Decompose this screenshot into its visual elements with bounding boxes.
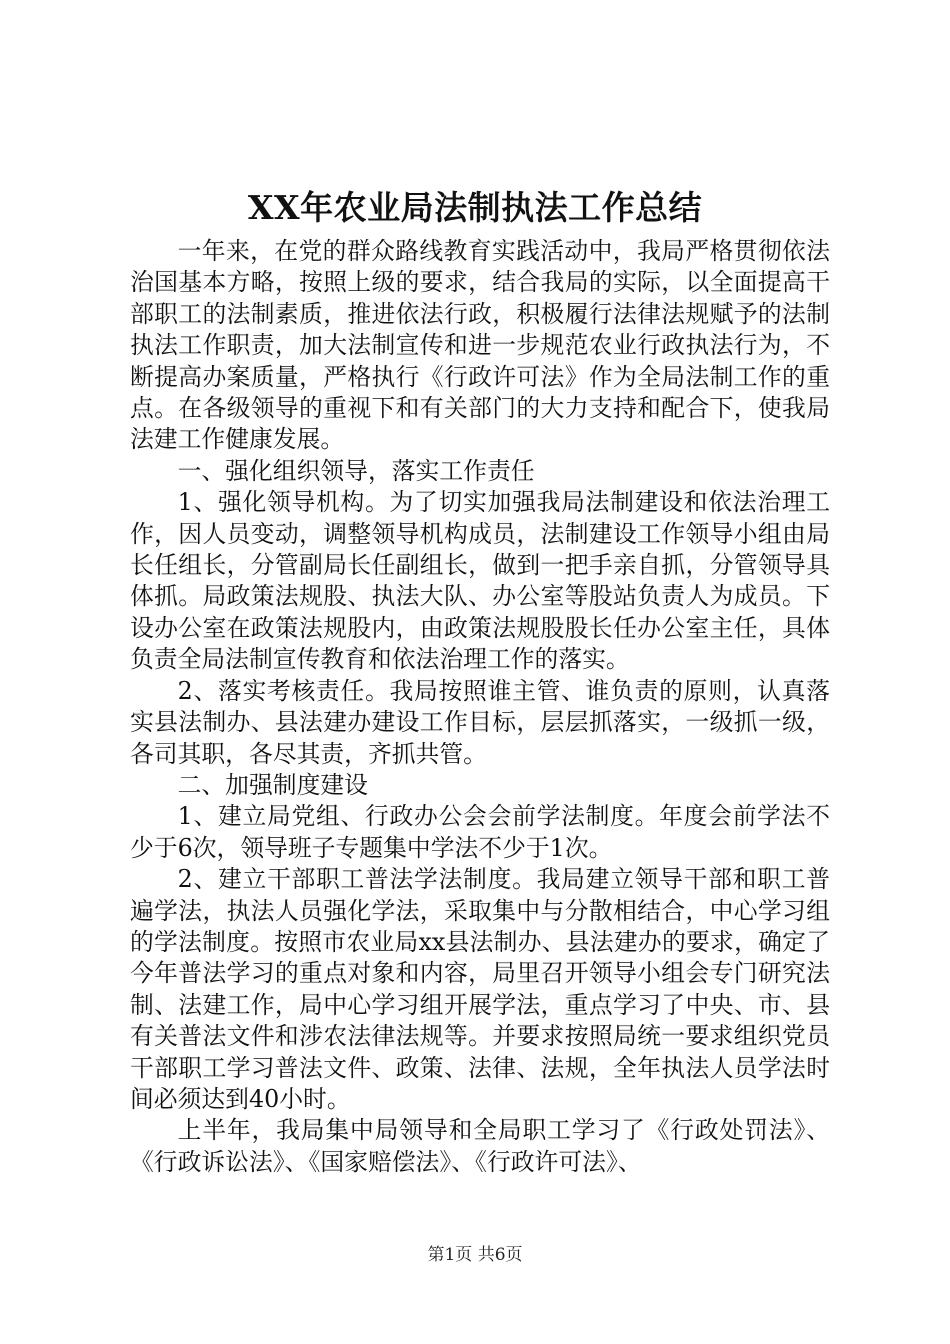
- intro-paragraph: 一年来，在党的群众路线教育实践活动中，我局严格贯彻依法治国基本方略，按照上级的要求，结合我局的实际，以全面提高干部职工的法制素质，推进依法行政，积极履行法律法规赋予的法制执法工作职责，加大法制宣传和进一步规范农业行政执法行为，不断提高办案质量，严格执行《行政许可法》作为全局法制工作的重点。在各级领导的重视下和有关部门的大力支持和配合下，使我局法建工作健康发展。: [130, 237, 830, 454]
- page-number-footer: 第1页 共6页: [427, 1245, 523, 1265]
- continuation-paragraph: 上半年，我局集中局领导和全局职工学习了《行政处罚法》、《行政诉讼法》、《国家赔偿法》、《行政许可法》、: [130, 1116, 830, 1176]
- section-1-item-1: 1、强化领导机构。为了切实加强我局法制建设和依法治理工作，因人员变动，调整领导机构成员，法制建设工作领导小组由局长任组长，分管副局长任副组长，做到一把手亲自抓，分管领导具体抓。局政策法规股、执法大队、办公室等股站负责人为成员。下设办公室在政策法规股内，由政策法规股股长任办公室主任，具体负责全局法制宣传教育和依法治理工作的落实。: [130, 488, 830, 674]
- document-title: XX年农业局法制执法工作总结: [247, 188, 703, 227]
- section-2-item-1: 1、建立局党组、行政办公会会前学法制度。年度会前学法不少于6次，领导班子专题集中学法不少于1次。: [130, 802, 830, 862]
- section-1-item-2: 2、落实考核责任。我局按照谁主管、谁负责的原则，认真落实县法制办、县法建办建设工作目标，层层抓落实，一级抓一级，各司其职，各尽其责，齐抓共管。: [130, 676, 830, 768]
- section-heading-1: 一、强化组织领导，落实工作责任: [177, 456, 535, 485]
- section-heading-2: 二、加强制度建设: [177, 770, 368, 799]
- document-body: [130, 236, 830, 1178]
- section-2-item-2: 2、建立干部职工普法学法制度。我局建立领导干部和职工普遍学法，执法人员强化学法，采取集中与分散相结合，中心学习组的学法制度。按照市农业局xx县法制办、县法建办的要求，确定了今年普法学习的重点对象和内容，局里召开领导小组会专门研究法制、法建工作，局中心学习组开展学法，重点学习了中央、市、县有关普法文件和涉农法律法规等。并要求按照局统一要求组织党员干部职工学习普法文件、政策、法律、法规，全年执法人员学法时间必须达到40小时。: [130, 865, 830, 1113]
